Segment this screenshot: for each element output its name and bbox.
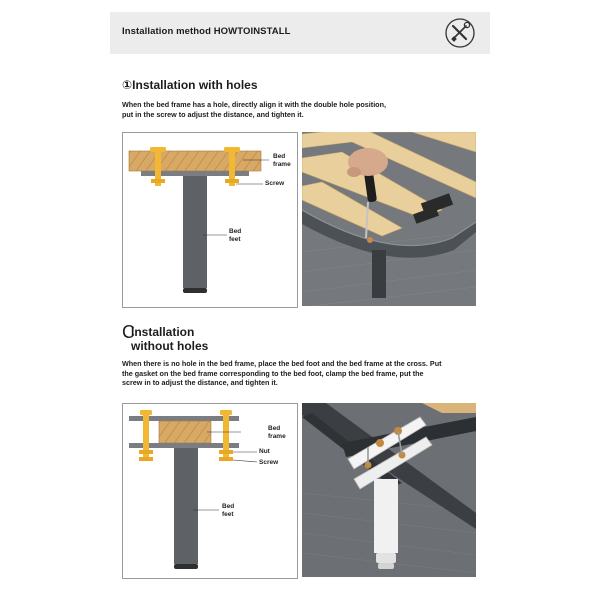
section2-title-line1: Installation [131,325,195,339]
wood-board [129,151,261,171]
label-screw: Screw [265,180,285,187]
bed-leg [183,176,207,288]
section1-photo [302,132,476,306]
section1-description-line2: put in the screw to adjust the distance, and tighten it. [122,110,304,119]
label-bed-feet: Bed feet [222,503,235,518]
section2-title-line2: without holes [131,339,209,353]
section2-title-prefix: C [122,322,135,342]
wood-beam [159,421,211,443]
section2-description-line3: screw in to adjust the distance, and tighten it. [122,378,278,387]
page-title: Installation method HOWTOINSTALL [122,26,291,37]
header-banner [110,12,490,54]
section2-description-line2: the gasket on the bed frame corresponding to the bed foot, clamp the bed frame, put the [122,368,424,378]
section1-diagram [122,132,298,308]
tools-icon [444,17,476,49]
label-screw: Screw [259,459,279,466]
bed-leg [174,448,198,564]
label-bed-frame: Bed frame [268,425,286,440]
section2-diagram [122,403,298,579]
label-nut: Nut [259,448,270,455]
label-bed-frame: Bed frame [273,153,291,168]
section2-description-line1: When there is no hole in the bed frame, place the bed foot and the bed frame at the cross. Put [122,359,442,368]
section1-title: ①Installation with holes [122,78,258,92]
label-bed-feet: Bed feet [229,228,242,243]
section2-photo [302,403,476,577]
section1-description-line1: When the bed frame has a hole, directly align it with the double hole position, [122,100,386,109]
